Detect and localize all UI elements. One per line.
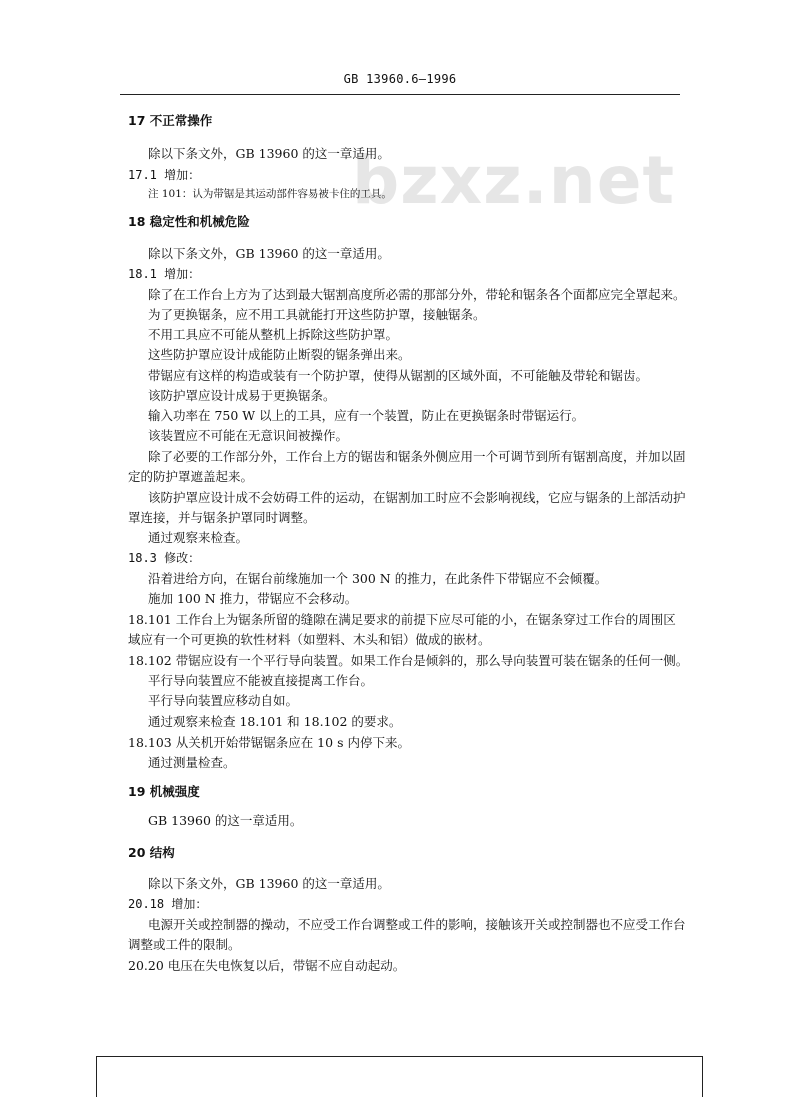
text-line: 为了更换锯条，应不用工具就能打开这些防护罩，接触锯条。 — [148, 307, 486, 322]
section-heading: 19 机械强度 — [128, 784, 200, 799]
text-line: 通过观察来检查。 — [148, 530, 249, 545]
text-line: 18.3 修改： — [128, 551, 201, 565]
text-line: 17.1 增加： — [128, 168, 201, 182]
text-line: 调整或工件的限制。 — [128, 937, 241, 952]
text-line: 注 101：认为带锯是其运动部件容易被卡住的工具。 — [148, 188, 392, 200]
text-line: 除了必要的工作部分外，工作台上方的锯齿和锯条外侧应用一个可调节到所有锯割高度，并加以固 — [148, 449, 686, 464]
text-line: 施加 100 N 推力，带锯应不会移动。 — [148, 591, 358, 606]
text-line: 18.102 带锯应设有一个平行导向装置。如果工作台是倾斜的，那么导向装置可装在锯条的任何一侧。 — [128, 653, 689, 668]
section-heading: 17 不正常操作 — [128, 113, 213, 128]
text-line: 该装置应不可能在无意识间被操作。 — [148, 428, 349, 443]
text-line: 除以下条文外，GB 13960 的这一章适用。 — [148, 246, 390, 261]
text-line: 域应有一个可更换的软性材料（如塑料、木头和铝）做成的嵌材。 — [128, 632, 491, 647]
text-line: 这些防护罩应设计成能防止断裂的锯条弹出来。 — [148, 347, 411, 362]
text-line: 输入功率在 750 W 以上的工具，应有一个装置，防止在更换锯条时带锯运行。 — [148, 408, 585, 423]
watermark-text: bzxz.net — [352, 142, 676, 219]
text-line: 定的防护罩遮盖起来。 — [128, 469, 254, 484]
text-line: 该防护罩应设计成易于更换锯条。 — [148, 388, 336, 403]
text-line: 除以下条文外，GB 13960 的这一章适用。 — [148, 146, 390, 161]
text-line: 通过观察来检查 18.101 和 18.102 的要求。 — [148, 714, 402, 729]
text-line: 18.103 从关机开始带锯锯条应在 10 s 内停下来。 — [128, 735, 410, 750]
text-line: 18.101 工作台上为锯条所留的缝隙在满足要求的前提下应尽可能的小，在锯条穿过工作台的周围区 — [128, 612, 676, 627]
text-line: 通过测量检查。 — [148, 755, 236, 770]
text-line: 带锯应有这样的构造或装有一个防护罩，使得从锯割的区域外面，不可能触及带轮和锯齿。 — [148, 368, 649, 383]
text-line: 该防护罩应设计成不会妨碍工件的运动，在锯割加工时应不会影响视线，它应与锯条的上部活动护 — [148, 490, 686, 505]
text-line: GB 13960 的这一章适用。 — [148, 813, 303, 828]
text-line: 平行导向装置应移动自如。 — [148, 693, 299, 708]
header-rule — [120, 94, 680, 95]
text-line: 18.1 增加： — [128, 267, 201, 281]
text-line: 沿着进给方向，在锯台前缘施加一个 300 N 的推力，在此条件下带锯应不会倾覆。 — [148, 571, 608, 586]
text-line: 平行导向装置应不能被直接提离工作台。 — [148, 673, 374, 688]
text-line: 不用工具应不可能从整机上拆除这些防护罩。 — [148, 327, 399, 342]
text-line: 罩连接，并与锯条护罩同时调整。 — [128, 510, 316, 525]
section-heading: 18 稳定性和机械危险 — [128, 214, 250, 229]
text-line: 电源开关或控制器的操动，不应受工作台调整或工件的影响，接触该开关或控制器也不应受工作台 — [148, 917, 686, 932]
text-line: 20.20 电压在失电恢复以后，带锯不应自动起动。 — [128, 958, 406, 973]
text-line: 20.18 增加： — [128, 897, 208, 911]
section-heading: 20 结构 — [128, 845, 175, 860]
text-line: 除以下条文外，GB 13960 的这一章适用。 — [148, 876, 390, 891]
text-line: 除了在工作台上方为了达到最大锯割高度所必需的那部分外，带轮和锯条各个面都应完全罩起来。 — [148, 287, 686, 302]
page-header-title: GB 13960.6—1996 — [343, 72, 457, 86]
